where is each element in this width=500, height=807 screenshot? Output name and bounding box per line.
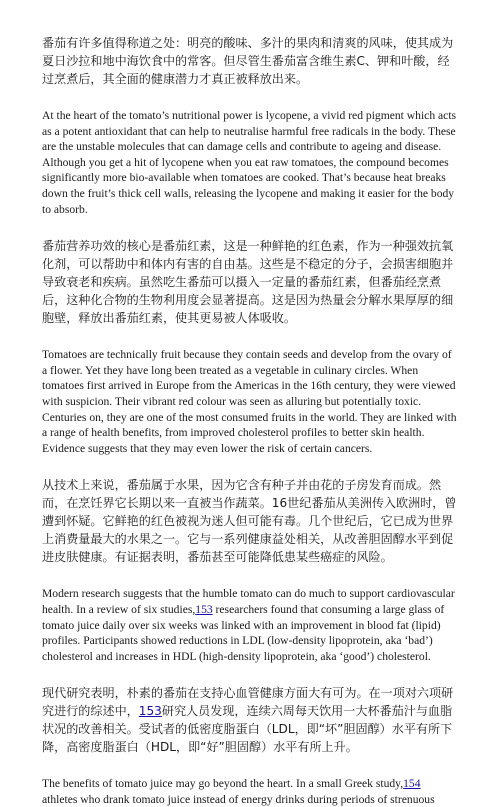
paragraph-text: 从技术上来说，番茄属于水果，因为它含有种子并由花的子房发育而成。然而，在烹饪界它长期以来一直被当作蔬菜。16世纪番茄从美洲传入欧洲时，曾遭到怀疑。它鲜艳的红色被视为迷人但可能有毒。几个世纪后，它已成为世界上消费量最大的水果之一。它与一系列健康益处相关，从改善胆固醇水平到促进皮肤健康。有证据表明，番茄甚至可能降低患某些癌症的风险。: [42, 478, 457, 565]
paragraph-text: Tomatoes are technically fruit because they contain seeds and develop from the ovary of a flower. Yet they have long been treated as a vegetable in culinary circles. When tomatoes first arrived in Europe from the Americas in the 16th century, they were viewed with suspicion. Their vibrant red colour was seen as alluring but potentially toxic. Centuries on, they are one of the most consumed fruits in the world. They are linked with a range of health benefits, from improved cholesterol profiles to better skin health. Evidence suggests that they may even lower the risk of certain cancers.: [42, 348, 457, 455]
paragraph-text: The benefits of tomato juice may go beyond the heart. In a small Greek study,: [42, 777, 404, 791]
reference-link-153[interactable]: 153: [138, 704, 162, 719]
paragraph-en-2: [42, 347, 458, 456]
paragraph-text: 番茄营养功效的核心是番茄红素，这是一种鲜艳的红色素，作为一种强效抗氧化剂，可以帮助中和体内有害的自由基。这些是不稳定的分子，会损害细胞并导致衰老和疾病。虽然吃生番茄可以摄入一定量的番茄红素，但番茄经烹煮后，这种化合物的生物利用度会显著提高。这是因为热量会分解水果厚厚的细胞壁，释放出番茄红素，使其更易被人体吸收。: [42, 239, 454, 326]
paragraph-en-1: [42, 108, 458, 217]
reference-link-153[interactable]: 153: [195, 602, 213, 616]
paragraph-en-4: [42, 776, 458, 807]
paragraph-text: 现代研究表明，朴素的番茄在支持心血管健康方面大有可为。在一项对六项研究进行的综述中，: [42, 686, 454, 719]
paragraph-text: At the heart of the tomato’s nutritional power is lycopene, a vivid red pigment which acts as a potent antioxidant that can help to neutralise harmful free radicals in the body. These are the unstable molecules that can damage cells and contribute to ageing and disease. Although you get a hit of lycopene when you eat raw tomatoes, the compound becomes significantly more bio-available when tomatoes are cooked. That’s because heat breaks down the fruit’s thick cell walls, releasing the lycopene and making it easier for the body to absorb.: [42, 109, 457, 216]
paragraph-zh-4: [42, 684, 458, 756]
reference-link-154[interactable]: 154: [403, 777, 421, 791]
paragraph-text: Modern research suggests that the humble tomato can do much to support cardiovascular health. In a review of six studies,: [42, 587, 455, 616]
paragraph-text: 研究人员发现，连续六周每天饮用一大杯番茄汁与血脂状况的改善相关。受试者的低密度脂蛋白（LDL，即“坏”胆固醇）水平有所下降，高密度脂蛋白（HDL，即“好”胆固醇）水平有所上升。: [42, 704, 453, 755]
paragraph-zh-2: [42, 237, 458, 327]
paragraph-zh-1: [42, 34, 458, 88]
paragraph-zh-3: [42, 476, 458, 566]
paragraph-en-3: [42, 586, 458, 664]
paragraph-text: athletes who drank tomato juice instead of energy drinks during periods of strenuous: [42, 792, 435, 806]
paragraph-text: researchers found that consuming a large glass of tomato juice daily over six weeks was linked with an improvement in blood fat (lipid) profiles. Participants showed reductions in LDL (low-density lipoprotein, aka ‘bad’) cholesterol and increases in HDL (high-density lipoprotein, aka ‘good’) cholesterol.: [42, 602, 445, 663]
paragraph-text: 番茄有许多值得称道之处：明亮的酸味、多汁的果肉和清爽的风味，使其成为夏日沙拉和地中海饮食中的常客。但尽管生番茄富含维生素C、钾和叶酸，经过烹煮后，其全面的健康潜力才真正被释放出来。: [42, 36, 454, 86]
